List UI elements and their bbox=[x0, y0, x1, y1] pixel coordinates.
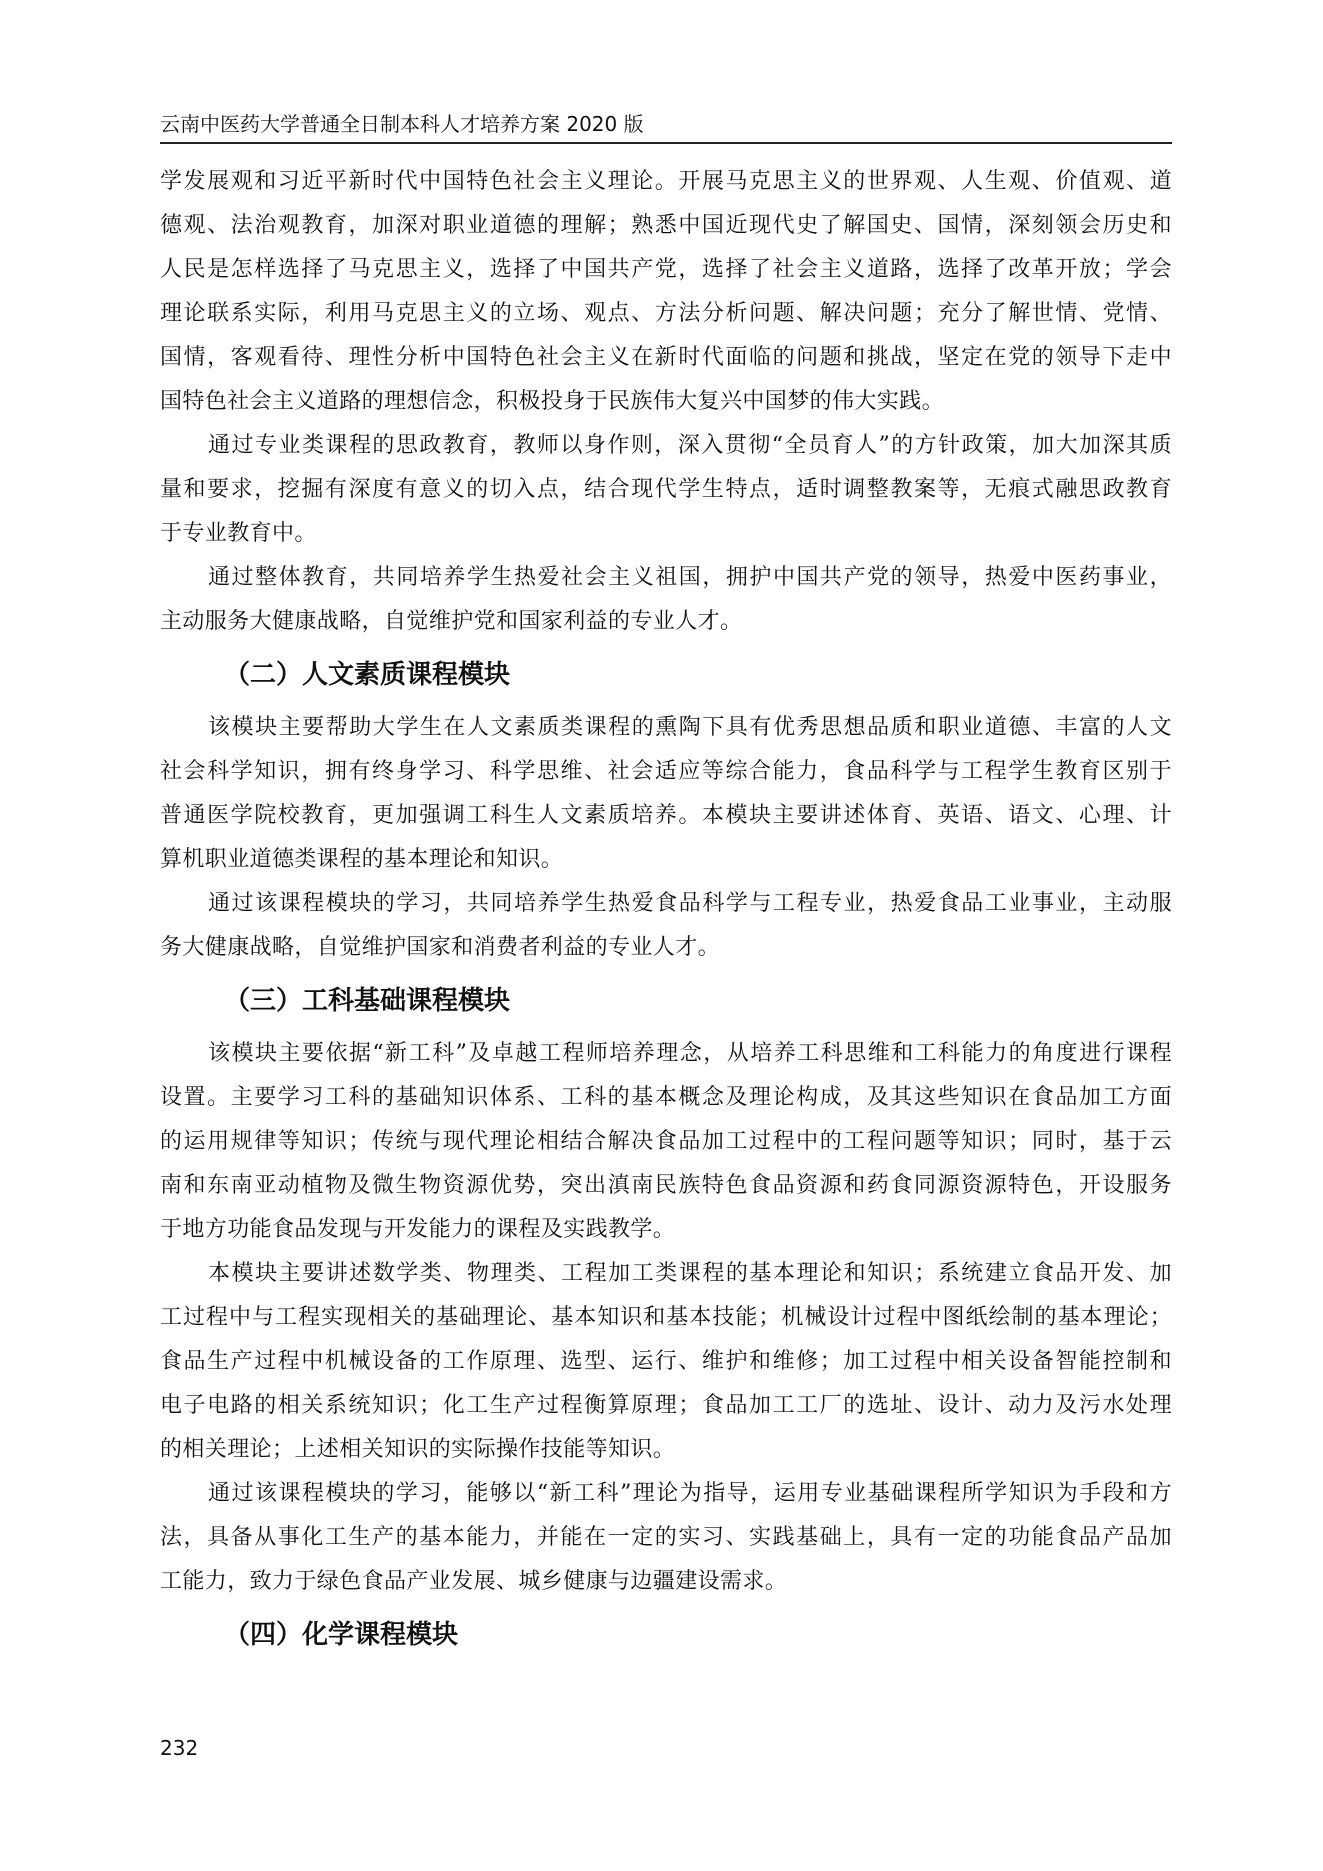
paragraph bbox=[160, 1252, 1172, 1472]
section-heading: （三）工科基础课程模块 bbox=[224, 986, 511, 1016]
section-heading: （四）化学课程模块 bbox=[224, 1620, 459, 1650]
text-line: 工能力，致力于绿色食品产业发展、城乡健康与边疆建设需求。 bbox=[160, 1569, 788, 1594]
text-line: 电子电路的相关系统知识；化工生产过程衡算原理；食品加工工厂的选址、设计、动力及污水处理 bbox=[160, 1393, 1172, 1418]
paragraph bbox=[160, 706, 1172, 882]
paragraph bbox=[160, 160, 1172, 424]
text-line: 本模块主要讲述数学类、物理类、工程加工类课程的基本理论和知识；系统建立食品开发、加 bbox=[208, 1261, 1172, 1286]
text-line: 通过专业类课程的思政教育，教师以身作则，深入贯彻“全员育人”的方针政策，加大加深其质 bbox=[208, 433, 1172, 458]
header-divider bbox=[160, 142, 1172, 144]
text-line: 于专业教育中。 bbox=[160, 521, 317, 546]
text-line: 国情，客观看待、理性分析中国特色社会主义在新时代面临的问题和挑战，坚定在党的领导下走中 bbox=[160, 345, 1172, 370]
paragraph bbox=[160, 882, 1172, 970]
paragraph bbox=[160, 1472, 1172, 1604]
text-line: 社会科学知识，拥有终身学习、科学思维、社会适应等综合能力，食品科学与工程学生教育区别于 bbox=[160, 759, 1172, 784]
text-line: 该模块主要依据“新工科”及卓越工程师培养理念，从培养工科思维和工科能力的角度进行课程 bbox=[208, 1041, 1173, 1066]
paragraph bbox=[160, 1032, 1172, 1252]
paragraph bbox=[160, 556, 1172, 644]
text-line: 算机职业道德类课程的基本理论和知识。 bbox=[160, 847, 564, 872]
text-line: 于地方功能食品发现与开发能力的课程及实践教学。 bbox=[160, 1217, 676, 1242]
text-line: 普通医学院校教育，更加强调工科生人文素质培养。本模块主要讲述体育、英语、语文、心理、计 bbox=[160, 803, 1172, 828]
text-line: 的相关理论；上述相关知识的实际操作技能等知识。 bbox=[160, 1437, 676, 1462]
paragraph bbox=[160, 424, 1172, 556]
text-line: 务大健康战略，自觉维护国家和消费者利益的专业人才。 bbox=[160, 935, 721, 960]
text-line: 人民是怎样选择了马克思主义，选择了中国共产党，选择了社会主义道路，选择了改革开放；学会 bbox=[160, 257, 1172, 282]
page-number: 232 bbox=[160, 1736, 199, 1760]
text-line: 的运用规律等知识；传统与现代理论相结合解决食品加工过程中的工程问题等知识；同时，基于云 bbox=[160, 1129, 1172, 1154]
text-line: 通过该课程模块的学习，共同培养学生热爱食品科学与工程专业，热爱食品工业事业，主动服 bbox=[208, 891, 1172, 916]
text-line: 该模块主要帮助大学生在人文素质类课程的熏陶下具有优秀思想品质和职业道德、丰富的人文 bbox=[208, 715, 1172, 740]
text-line: 通过该课程模块的学习，能够以“新工科”理论为指导，运用专业基础课程所学知识为手段和方 bbox=[208, 1481, 1173, 1506]
text-line: 南和东南亚动植物及微生物资源优势，突出滇南民族特色食品资源和药食同源资源特色，开设服务 bbox=[160, 1173, 1172, 1198]
text-line: 主动服务大健康战略，自觉维护党和国家利益的专业人才。 bbox=[160, 609, 743, 634]
text-line: 理论联系实际，利用马克思主义的立场、观点、方法分析问题、解决问题；充分了解世情、党情、 bbox=[160, 301, 1172, 326]
running-header: 云南中医药大学普通全日制本科人才培养方案 2020 版 bbox=[160, 112, 644, 136]
section-heading: （二）人文素质课程模块 bbox=[224, 660, 511, 690]
text-line: 学发展观和习近平新时代中国特色社会主义理论。开展马克思主义的世界观、人生观、价值观、道 bbox=[160, 169, 1172, 194]
text-line: 德观、法治观教育，加深对职业道德的理解；熟悉中国近现代史了解国史、国情，深刻领会历史和 bbox=[160, 213, 1172, 238]
text-line: 工过程中与工程实现相关的基础理论、基本知识和基本技能；机械设计过程中图纸绘制的基本理论； bbox=[160, 1305, 1172, 1330]
text-line: 通过整体教育，共同培养学生热爱社会主义祖国，拥护中国共产党的领导，热爱中医药事业， bbox=[208, 565, 1172, 590]
text-line: 设置。主要学习工科的基础知识体系、工科的基本概念及理论构成，及其这些知识在食品加工方面 bbox=[160, 1085, 1172, 1110]
text-line: 食品生产过程中机械设备的工作原理、选型、运行、维护和维修；加工过程中相关设备智能控制和 bbox=[160, 1349, 1172, 1374]
text-line: 法，具备从事化工生产的基本能力，并能在一定的实习、实践基础上，具有一定的功能食品产品加 bbox=[160, 1525, 1172, 1550]
body-content bbox=[160, 160, 1172, 1650]
text-line: 量和要求，挖掘有深度有意义的切入点，结合现代学生特点，适时调整教案等，无痕式融思政教育 bbox=[160, 477, 1172, 502]
text-line: 国特色社会主义道路的理想信念，积极投身于民族伟大复兴中国梦的伟大实践。 bbox=[160, 389, 945, 414]
